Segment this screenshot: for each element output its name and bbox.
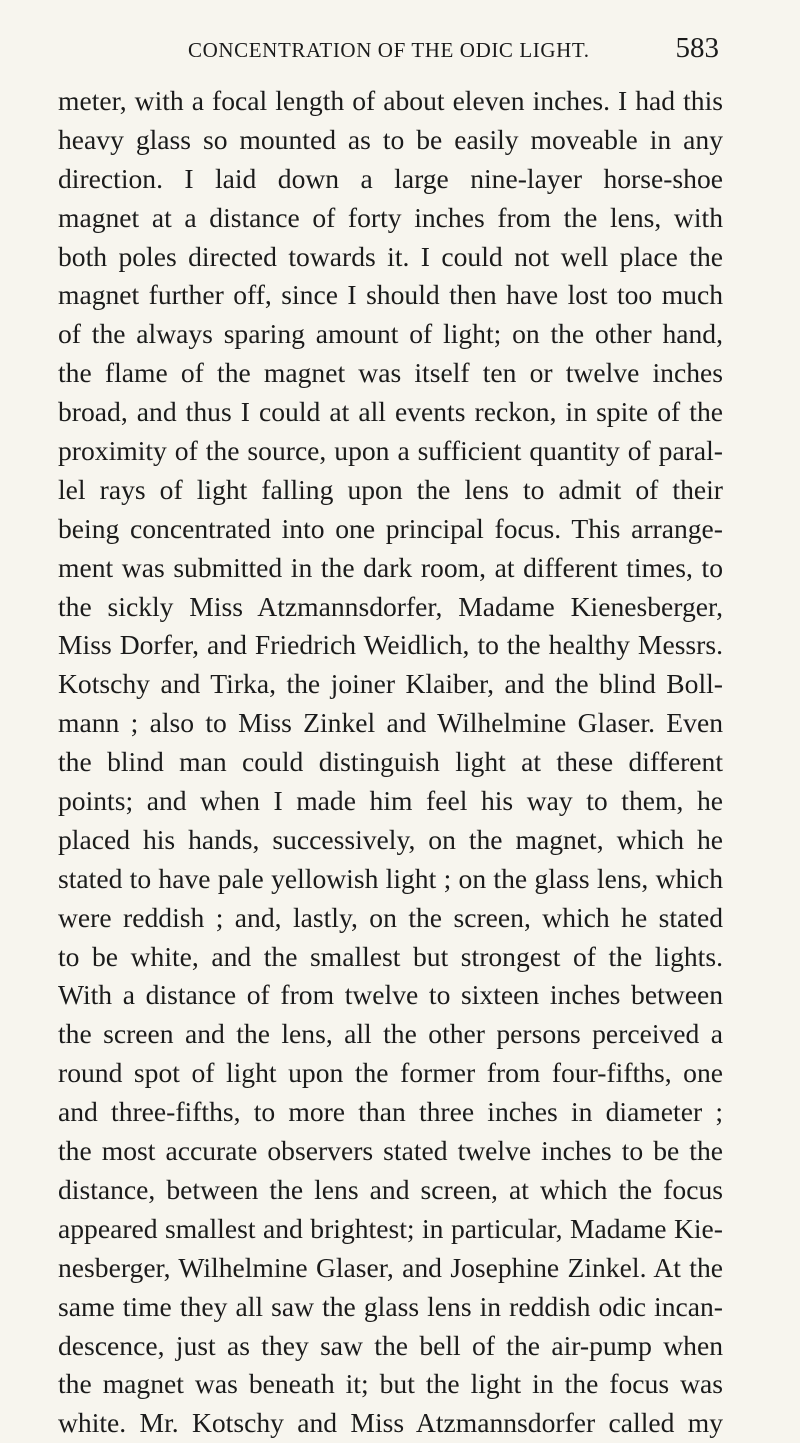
text-line: meter, with a focal length of about eleven inches. I had this xyxy=(58,85,723,116)
text-line: same time they all saw the glass lens in reddish odic incan- xyxy=(58,1290,723,1322)
text-line: the sickly Miss Atzmannsdorfer, Madame Kienesberger, xyxy=(58,590,723,622)
text-line: Miss Dorfer, and Friedrich Weidlich, to the healthy Messrs. xyxy=(58,629,723,661)
text-line: With a distance of from twelve to sixteen inches between xyxy=(58,979,723,1011)
text-line: were reddish ; and, lastly, on the screen, which he stated xyxy=(58,901,723,933)
text-line: nesberger, Wilhelmine Glaser, and Josephine Zinkel. At the xyxy=(58,1251,723,1283)
running-head: CONCENTRATION OF THE ODIC LIGHT. xyxy=(188,38,590,62)
text-line: lel rays of light falling upon the lens to admit of their xyxy=(58,473,723,505)
text-line: white. Mr. Kotschy and Miss Atzmannsdorfer called my xyxy=(58,1407,723,1439)
text-line: both poles directed towards it. I could not well place the xyxy=(58,240,723,272)
text-line: distance, between the lens and screen, at which the focus xyxy=(58,1173,723,1205)
text-line: of the always sparing amount of light; on the other hand, xyxy=(58,318,723,350)
text-line: stated to have pale yellowish light ; on the glass lens, which xyxy=(58,862,723,894)
text-line: broad, and thus I could at all events reckon, in spite of the xyxy=(58,396,723,428)
text-line: the magnet was beneath it; but the light in the focus was xyxy=(58,1368,723,1400)
text-line: placed his hands, successively, on the magnet, which he xyxy=(58,823,723,855)
text-line: magnet further off, since I should then have lost too much xyxy=(58,279,723,311)
text-line: proximity of the source, upon a sufficient quantity of paral- xyxy=(58,435,723,467)
text-line: points; and when I made him feel his way to them, he xyxy=(58,785,723,817)
text-line: magnet at a distance of forty inches from the lens, with xyxy=(58,201,723,233)
text-line: heavy glass so mounted as to be easily moveable in any xyxy=(58,123,723,155)
text-line: and three-fifths, to more than three inches in diameter ; xyxy=(58,1096,723,1128)
text-line: the screen and the lens, all the other persons perceived a xyxy=(58,1018,723,1050)
text-line: Kotschy and Tirka, the joiner Klaiber, and the blind Boll- xyxy=(58,668,723,700)
body-text xyxy=(58,82,723,1443)
text-line: ment was submitted in the dark room, at different times, to xyxy=(58,551,723,583)
text-line: round spot of light upon the former from four-fifths, one xyxy=(58,1057,723,1089)
text-line: descence, just as they saw the bell of the air-pump when xyxy=(58,1329,723,1361)
text-line: appeared smallest and brightest; in particular, Madame Kie- xyxy=(58,1212,723,1244)
text-line: direction. I laid down a large nine-layer horse-shoe xyxy=(58,162,723,194)
text-line: the most accurate observers stated twelve inches to be the xyxy=(58,1135,723,1167)
text-line: being concentrated into one principal focus. This arrange- xyxy=(58,512,723,544)
text-line: the flame of the magnet was itself ten or twelve inches xyxy=(58,357,723,389)
page-number: 583 xyxy=(675,32,719,64)
text-line: to be white, and the smallest but strongest of the lights. xyxy=(58,940,723,972)
text-line: mann ; also to Miss Zinkel and Wilhelmine Glaser. Even xyxy=(58,707,723,739)
text-line: the blind man could distinguish light at these different xyxy=(58,746,723,778)
